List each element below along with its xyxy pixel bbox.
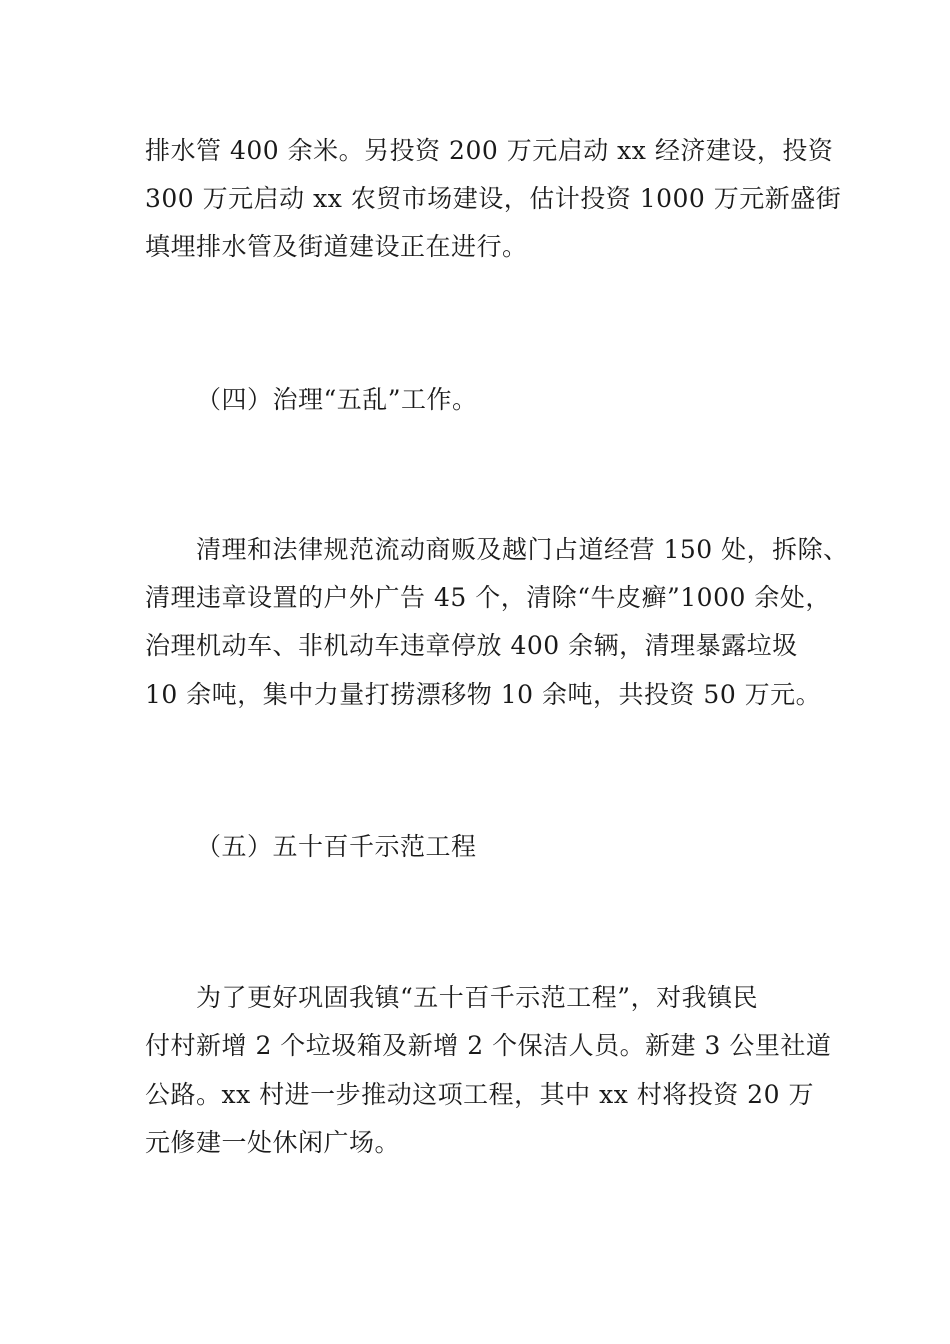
text-line: 清理违章设置的户外广告 45 个，清除“牛皮癣”1000 余处， [145, 583, 831, 612]
text-line: 为了更好巩固我镇“五十百千示范工程”，对我镇民 [196, 983, 759, 1012]
text-line: 排水管 400 余米。另投资 200 万元启动 xx 经济建设，投资 [145, 136, 834, 165]
section-heading-5: （五）五十百千示范工程 [196, 832, 477, 861]
text-line: 填埋排水管及街道建设正在进行。 [145, 232, 528, 261]
text-line: 300 万元启动 xx 农贸市场建设，估计投资 1000 万元新盛街 [145, 184, 842, 213]
text-line: 付村新增 2 个垃圾箱及新增 2 个保洁人员。新建 3 公里社道 [145, 1031, 832, 1060]
section-heading-4: （四）治理“五乱”工作。 [196, 385, 478, 414]
text-line: 元修建一处休闲广场。 [145, 1128, 401, 1157]
text-line: 治理机动车、非机动车违章停放 400 余辆，清理暴露垃圾 [145, 631, 798, 660]
text-line: 10 余吨，集中力量打捞漂移物 10 余吨，共投资 50 万元。 [145, 680, 822, 709]
text-line: 清理和法律规范流动商贩及越门占道经营 150 处，拆除、 [196, 535, 849, 564]
text-line: 公路。xx 村进一步推动这项工程，其中 xx 村将投资 20 万 [145, 1080, 814, 1109]
